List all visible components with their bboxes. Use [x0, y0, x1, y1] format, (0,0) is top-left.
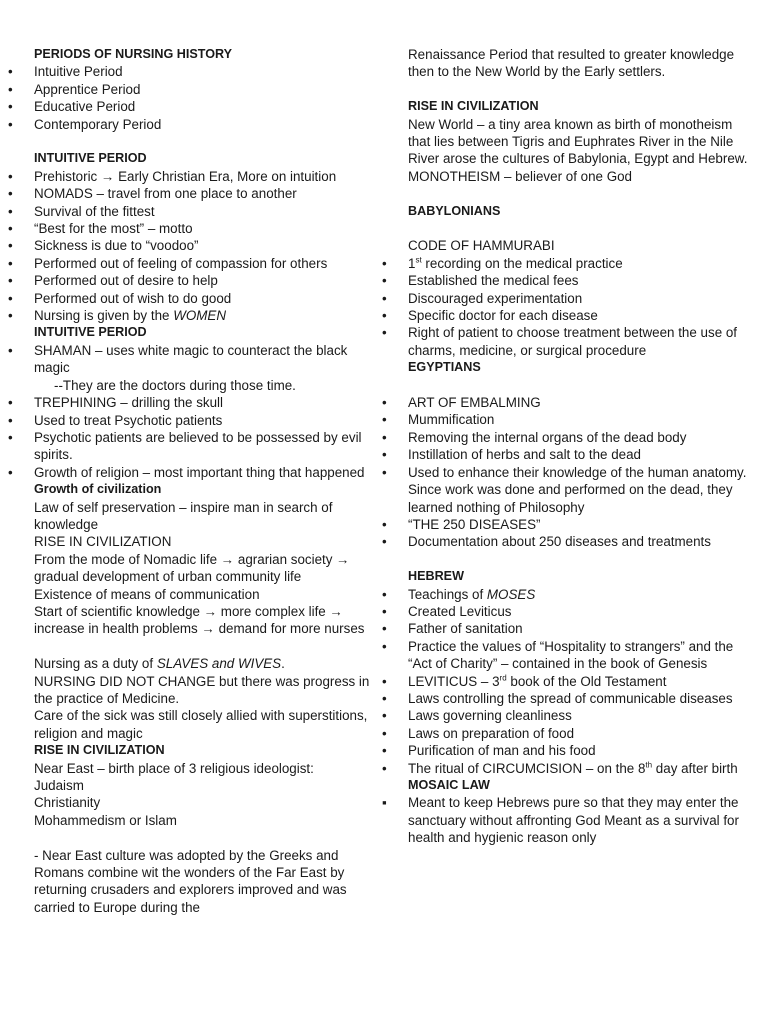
bullet-icon: •	[382, 603, 387, 619]
bullet-icon: •	[8, 64, 13, 80]
list-item: • Survival of the fittest	[8, 203, 155, 219]
bullet-icon: •	[382, 534, 387, 550]
rise-line: From the mode of Nomadic life → agrarian society → gradual development of urban community life	[34, 551, 350, 585]
growth-text: Law of self preservation – inspire man in search of knowledge	[34, 499, 333, 532]
list-item: • Mummification	[382, 412, 495, 428]
bullet-icon: •	[8, 203, 13, 219]
rise-line: Existence of means of communication	[34, 586, 260, 602]
list-item: • TREPHINING – drilling the skull	[8, 395, 224, 411]
list-item: • SHAMAN – uses white magic to counteract the black magic	[8, 342, 348, 376]
renaissance-text: Renaissance Period that resulted to greater knowledge then to the New World by the Early settlers.	[408, 47, 735, 80]
bullet-icon: •	[382, 395, 387, 411]
list-item: • Laws controlling the spread of communicable diseases	[382, 690, 733, 706]
list-item: • ART OF EMBALMING	[382, 395, 541, 411]
list-item: • Purification of man and his food	[382, 743, 596, 759]
list-item: • Nursing is given by the WOMEN	[8, 308, 226, 324]
bullet-icon: •	[8, 464, 13, 480]
bullet-icon: •	[382, 464, 387, 480]
rise-line: Start of scientific knowledge → more complex life → increase in health problems → demand for more nurses	[34, 603, 365, 637]
list-item: • Discouraged experimentation	[382, 290, 583, 306]
list-item: • Laws governing cleanliness	[382, 708, 572, 724]
list-item: • Created Leviticus	[382, 603, 512, 619]
intuitive-heading-2: INTUITIVE PERIOD	[34, 325, 147, 340]
list-item: • “THE 250 DISEASES”	[382, 516, 541, 532]
bullet-icon: •	[382, 586, 387, 602]
new-world-text: New World – a tiny area known as birth of monotheism that lies between Tigris and Euphrates River in the Nile River arose the cultures of Babylonia, Egypt and Hebrew.	[408, 116, 748, 167]
list-item: • Practice the values of “Hospitality to strangers” and the “Act of Charity” – contained in the book of Genesis	[382, 638, 734, 672]
list-item: • Intuitive Period	[8, 64, 123, 80]
bullet-icon: •	[8, 429, 13, 445]
square-bullet-icon: ▪	[382, 795, 387, 811]
hammurabi-text: CODE OF HAMMURABI	[408, 238, 555, 254]
periods-heading: PERIODS OF NURSING HISTORY	[34, 47, 233, 61]
bullet-icon: •	[382, 708, 387, 724]
near-east-paragraph: - Near East culture was adopted by the Greeks and Romans combine wit the wonders of the Far East by returning crusaders and explorers improved and was carried to Europe during the	[34, 847, 347, 915]
monotheism-text: MONOTHEISM – believer of one God	[408, 168, 633, 184]
bullet-icon: •	[382, 621, 387, 637]
bullet-icon: •	[8, 290, 13, 306]
list-item: • NOMADS – travel from one place to another	[8, 186, 297, 202]
list-item: • “Best for the most” – motto	[8, 221, 193, 237]
religion-item: Christianity	[34, 795, 101, 811]
bullet-icon: •	[8, 168, 13, 184]
list-item: • Father of sanitation	[382, 621, 523, 637]
list-item: • Removing the internal organs of the dead body	[382, 429, 687, 445]
intuitive-heading: INTUITIVE PERIOD	[34, 151, 147, 166]
list-item: • Educative Period	[8, 99, 136, 115]
list-item: • LEVITICUS – 3rd book of the Old Testament	[382, 673, 667, 689]
list-item: • Documentation about 250 diseases and treatments	[382, 534, 711, 550]
rise-subheading: RISE IN CIVILIZATION	[34, 534, 172, 550]
bullet-icon: •	[382, 516, 387, 532]
bullet-icon: •	[382, 429, 387, 445]
list-item: • Teachings of MOSES	[382, 586, 536, 602]
rise-heading: RISE IN CIVILIZATION	[34, 743, 165, 758]
bullet-icon: •	[382, 308, 387, 324]
bullet-icon: •	[382, 725, 387, 741]
bullet-icon: •	[8, 308, 13, 324]
list-item: • Performed out of feeling of compassion for others	[8, 255, 328, 271]
growth-heading: Growth of civilization	[34, 482, 162, 497]
shaman-note: --They are the doctors during those time.	[54, 377, 296, 393]
religion-item: Judaism	[34, 778, 84, 794]
bullet-icon: •	[382, 447, 387, 463]
right-column	[382, 46, 752, 847]
list-item: • Established the medical fees	[382, 273, 579, 289]
bullet-icon: •	[382, 743, 387, 759]
religion-item: Mohammedism or Islam	[34, 812, 177, 828]
list-item: • Apprentice Period	[8, 81, 141, 97]
care-text: Care of the sick was still closely allied with superstitions, religion and magic	[34, 708, 368, 741]
list-item: • Performed out of wish to do good	[8, 290, 232, 306]
list-item: • Contemporary Period	[8, 116, 162, 132]
bullet-icon: •	[8, 395, 13, 411]
bullet-icon: •	[8, 99, 13, 115]
bullet-icon: •	[382, 273, 387, 289]
list-item: • The ritual of CIRCUMCISION – on the 8th day after birth	[382, 760, 738, 776]
bullet-icon: •	[8, 238, 13, 254]
bullet-icon: •	[382, 673, 387, 689]
near-east-text: Near East – birth place of 3 religious ideologist:	[34, 760, 314, 776]
bullet-icon: •	[8, 412, 13, 428]
list-item: • Instillation of herbs and salt to the dead	[382, 447, 642, 463]
bullet-icon: •	[382, 325, 387, 341]
list-item: • Sickness is due to “voodoo”	[8, 238, 199, 254]
list-item: • Specific doctor for each disease	[382, 308, 598, 324]
left-column	[8, 46, 370, 916]
egyptians-heading: EGYPTIANS	[408, 360, 481, 375]
no-change-text: NURSING DID NOT CHANGE but there was progress in the practice of Medicine.	[34, 673, 370, 706]
rise-heading: RISE IN CIVILIZATION	[408, 99, 539, 114]
list-item: • Used to enhance their knowledge of the human anatomy. Since work was done and performed on the dead, they learned nothing of Philosophy	[382, 464, 747, 515]
list-item: ▪ Meant to keep Hebrews pure so that they may enter the sanctuary without affronting God Meant as a survival for health and hygienic reason only	[382, 795, 739, 846]
bullet-icon: •	[8, 186, 13, 202]
bullet-icon: •	[8, 116, 13, 132]
bullet-icon: •	[382, 412, 387, 428]
list-item: • Performed out of desire to help	[8, 273, 218, 289]
bullet-icon: •	[8, 342, 13, 358]
bullet-icon: •	[382, 255, 387, 271]
list-item: • Right of patient to choose treatment between the use of charms, medicine, or surgical procedure	[382, 325, 738, 358]
bullet-icon: •	[382, 638, 387, 654]
list-item: • Psychotic patients are believed to be possessed by evil spirits.	[8, 429, 362, 463]
list-item: • Laws on preparation of food	[382, 725, 575, 741]
duty-text: Nursing as a duty of SLAVES and WIVES.	[34, 656, 285, 672]
hebrew-heading: HEBREW	[408, 569, 464, 584]
babylonians-heading: BABYLONIANS	[408, 203, 501, 218]
bullet-icon: •	[382, 760, 387, 776]
mosaic-law-heading: MOSAIC LAW	[408, 777, 490, 792]
list-item: • Prehistoric → Early Christian Era, More on intuition	[8, 168, 337, 184]
bullet-icon: •	[382, 690, 387, 706]
bullet-icon: •	[382, 290, 387, 306]
list-item: • Growth of religion – most important thing that happened	[8, 464, 365, 480]
bullet-icon: •	[8, 273, 13, 289]
list-item: • 1st recording on the medical practice	[382, 255, 623, 271]
bullet-icon: •	[8, 255, 13, 271]
bullet-icon: •	[8, 81, 13, 97]
bullet-icon: •	[8, 221, 13, 237]
list-item: • Used to treat Psychotic patients	[8, 412, 223, 428]
